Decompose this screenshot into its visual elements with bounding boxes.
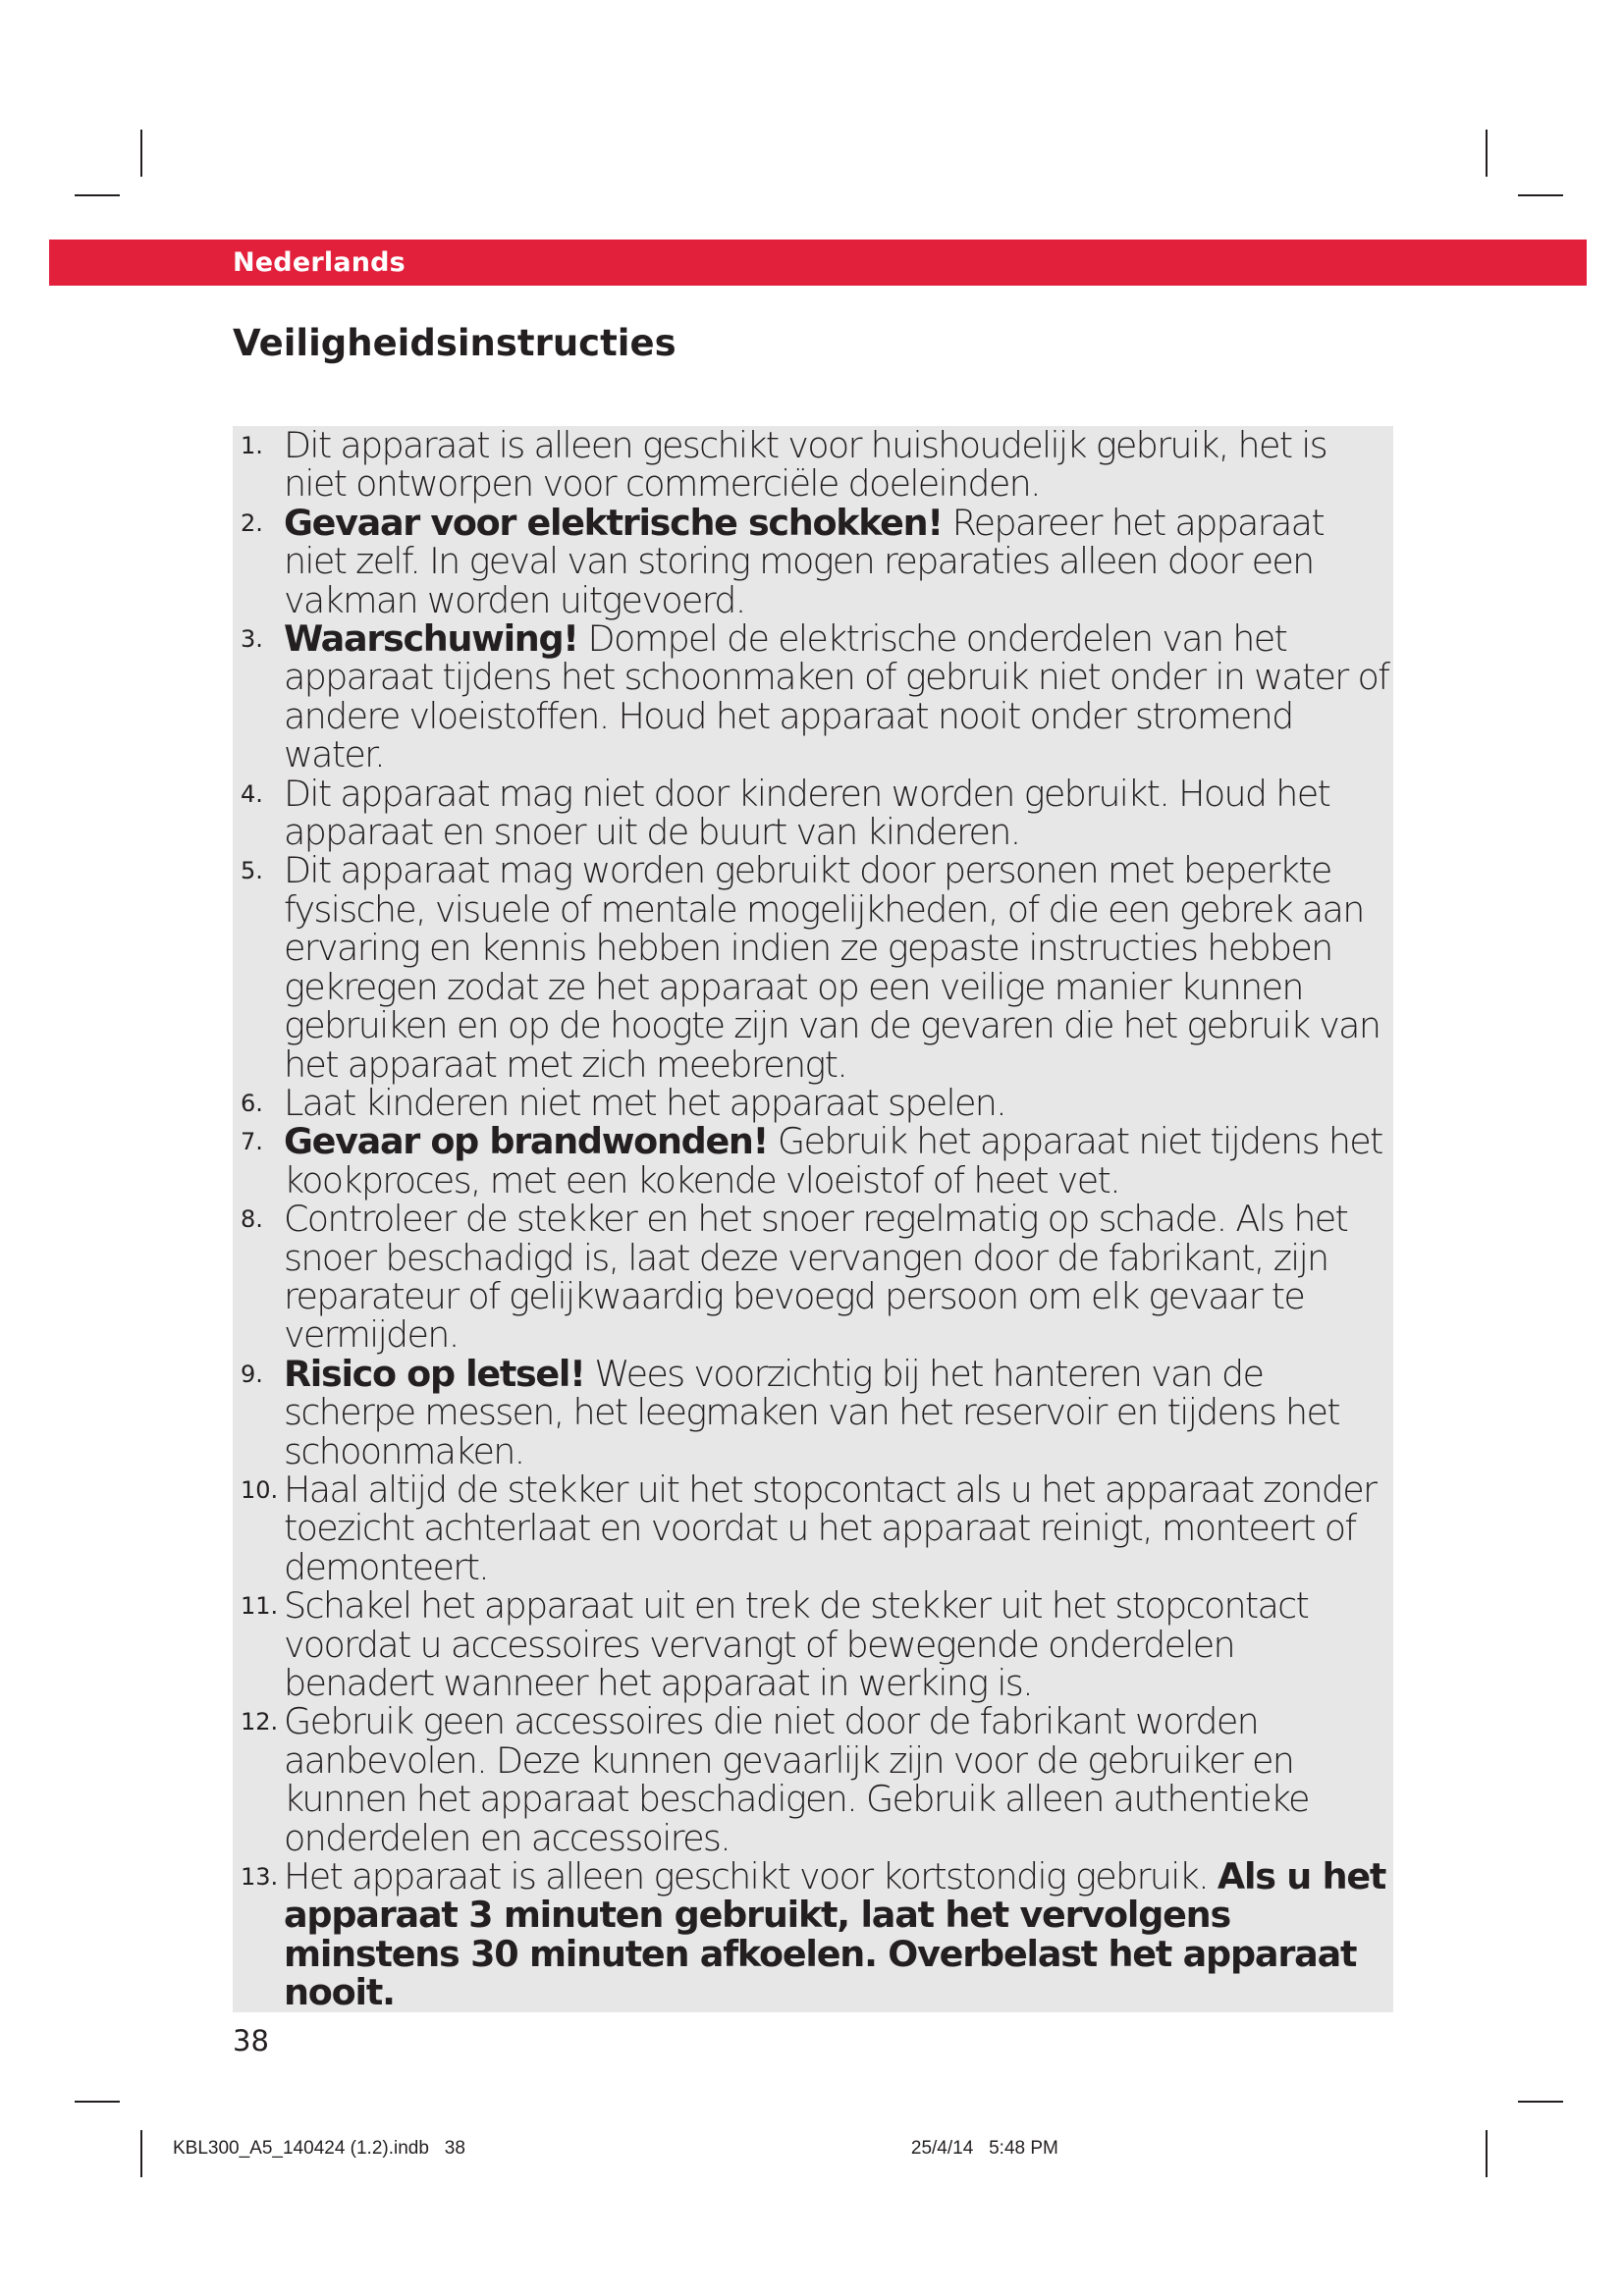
instruction-number: 11.	[241, 1592, 279, 1621]
instruction-number: 4.	[241, 779, 263, 808]
instruction-text: Haal altijd de stekker uit het stopcontact als u het apparaat zonder toezicht achterlaat en voordat u het apparaat reinigt, monteert of demonteert.	[284, 1468, 1377, 1588]
instruction-text: Controleer de stekker en het snoer regelmatig op schade. Als het snoer beschadigd is, laat deze vervangen door de fabrikant, zijn reparateur of gelijkwaardig bevoegd persoon om elk gevaar te vermijden.	[284, 1198, 1348, 1357]
crop-mark-top-right-horizontal	[1518, 194, 1563, 196]
crop-mark-bottom-left-vertical	[140, 2130, 142, 2177]
crop-mark-bottom-left-horizontal	[75, 2101, 120, 2103]
instruction-item	[241, 1200, 1389, 1355]
instruction-text: Wees voorzichtig bij het hanteren van de scherpe messen, het leegmaken van het reservoir en tijdens het schoonmaken.	[284, 1352, 1339, 1472]
instruction-item	[241, 1122, 1389, 1200]
instruction-item	[241, 1857, 1389, 2012]
page-number: 38	[233, 2024, 269, 2057]
print-slug	[173, 2138, 1058, 2160]
instruction-number: 1.	[241, 432, 263, 459]
instruction-warning-lead: Waarschuwing!	[284, 617, 578, 661]
instruction-item	[241, 1352, 1389, 1472]
instruction-text: Repareer het apparaat niet zelf. In geval van storing mogen reparaties alleen door een vakman worden uitgevoerd.	[284, 501, 1324, 621]
safety-instructions-list	[241, 426, 1389, 2012]
print-slug-text: KBL300_A5_140424 (1.2).indb 38 25/4/14 5:48 PM	[173, 2138, 1058, 2159]
instruction-text: Dit apparaat mag worden gebruikt door personen met beperkte fysische, visuele of mentale mogelijkheden, of die een gebrek aan ervaring en kennis hebben indien ze gepaste instructies hebben gekregen zodat ze het apparaat op een veilige manier kunnen gebruiken en op de hoogte zijn van de gevaren die het gebruik van het apparaat met zich meebrengt.	[284, 849, 1380, 1086]
instruction-number: 2.	[241, 508, 263, 537]
crop-mark-top-right-vertical	[1486, 130, 1488, 177]
safety-instructions-panel	[233, 426, 1393, 2012]
instruction-number: 9.	[241, 1360, 263, 1388]
language-header-bar	[49, 240, 1587, 286]
instruction-text: Dompel de elektrische onderdelen van het apparaat tijdens het schoonmaken of gebruik niet onder in water of andere vloeistoffen. Houd het apparaat nooit onder stromend water.	[284, 617, 1389, 776]
instruction-item	[241, 501, 1389, 621]
instruction-item	[241, 774, 1389, 852]
instruction-number: 5.	[241, 857, 263, 885]
instruction-number: 12.	[241, 1708, 279, 1736]
instruction-text: Dit apparaat mag niet door kinderen worden gebruikt. Houd het apparaat en snoer uit de buurt van kinderen.	[284, 772, 1330, 854]
instruction-warning-lead: Risico op letsel!	[284, 1352, 585, 1395]
instruction-number: 8.	[241, 1205, 263, 1234]
instruction-text: Gebruik geen accessoires die niet door de fabrikant worden aanbevolen. Deze kunnen gevaarlijk zijn voor de gebruiker en kunnen het apparaat beschadigen. Gebruik alleen authentieke onderdelen en accessoires.	[284, 1700, 1309, 1859]
instruction-number: 3.	[241, 625, 263, 654]
instruction-item	[241, 1702, 1389, 1857]
crop-mark-top-left-horizontal	[75, 194, 120, 196]
instruction-item	[241, 426, 1389, 504]
instruction-item	[241, 1470, 1389, 1586]
crop-mark-bottom-right-horizontal	[1518, 2101, 1563, 2103]
instruction-warning-lead: Gevaar voor elektrische schokken!	[284, 501, 943, 544]
instruction-text: Gebruik het apparaat niet tijdens het kookproces, met een kokende vloeistof of heet vet.	[284, 1120, 1382, 1201]
instruction-item	[241, 1081, 1389, 1124]
instruction-text: Het apparaat is alleen geschikt voor kortstondig gebruik.	[284, 1855, 1218, 1898]
section-title: Veiligheidsinstructies	[233, 322, 677, 364]
instruction-text: Laat kinderen niet met het apparaat spelen.	[284, 1081, 1006, 1124]
crop-mark-top-left-vertical	[140, 130, 142, 177]
instruction-emphasis: Als u het apparaat 3 minuten gebruikt, laat het vervolgens minstens 30 minuten afkoelen. Overbelast het apparaat nooit.	[284, 1855, 1386, 2014]
instruction-item	[241, 1586, 1389, 1702]
instruction-item	[241, 619, 1389, 774]
language-label: Nederlands	[233, 247, 406, 278]
instruction-number: 13.	[241, 1863, 279, 1892]
instruction-number: 6.	[241, 1089, 263, 1117]
instruction-number: 10.	[241, 1475, 279, 1504]
instruction-warning-lead: Gevaar op brandwonden!	[284, 1120, 768, 1163]
instruction-item	[241, 849, 1389, 1086]
instruction-number: 7.	[241, 1128, 263, 1156]
crop-mark-bottom-right-vertical	[1486, 2130, 1488, 2177]
instruction-text: Dit apparaat is alleen geschikt voor huishoudelijk gebruik, het is niet ontworpen voor commerciële doeleinden.	[284, 424, 1327, 506]
instruction-text: Schakel het apparaat uit en trek de stekker uit het stopcontact voordat u accessoires vervangt of bewegende onderdelen benadert wanneer het apparaat in werking is.	[284, 1584, 1309, 1704]
